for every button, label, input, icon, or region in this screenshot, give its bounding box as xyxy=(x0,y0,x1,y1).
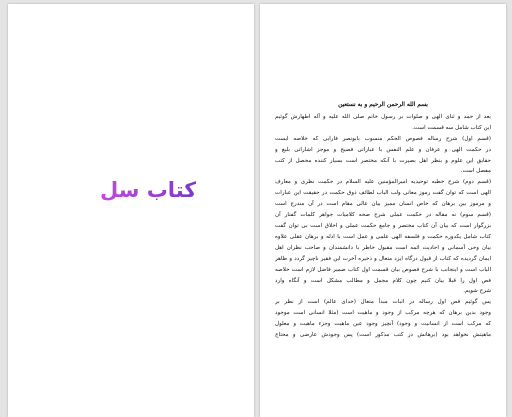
page-heading: بسم الله الرحمن الرحیم و به نستعین xyxy=(338,102,428,108)
text-line: (قسم دوم) شرح خطبه توحیدیه امیرالمؤمنین علیه السلام در حکمت نظری و معارف xyxy=(275,179,491,186)
text-lines xyxy=(275,112,491,341)
right-page xyxy=(260,4,506,417)
text-line: که مرکب است از انسانیت و وجود) آنچیز وجود عین ماهیت وجزء ماهیت و معلول xyxy=(275,321,491,328)
text-line: بزرگوار است که بیان آن کتاب مختصر و جامع حکمت عملی و اخلاق است بی توان گفت xyxy=(275,222,491,229)
page-text xyxy=(275,100,491,341)
text-line: بعد از حمد و ثنای الهی و صلوات بر رسول خاتم صلی الله علیه و آله اطهارش گوئیم xyxy=(275,113,491,120)
text-line: کتاب شامل یکدوره حکمت و فلسفه الهی علمی و عمل است با ادله و برهان عقلی علاوه xyxy=(275,233,491,240)
text-line: ماهیتش نخواهد بود (برهانش در کتب مذکور است) پس وجودش عارضی و محتاج xyxy=(275,332,491,339)
text-line: بیان وحی آسمانی و احادیث ائمه است مقبول خاطر با دانشمندان و صاحب نظران اهل xyxy=(275,244,491,251)
text-line: مفصل است. xyxy=(460,168,491,175)
text-line: شرح شویم. xyxy=(463,288,491,295)
text-line: الباب است و اینجانب با شرح فصوص بیان قسمت اول کتاب ضمیر فاضل لازم است خلاصه xyxy=(275,266,491,273)
text-line: (قسم اول) شرح رساله فصوص الحکم منسوب بابونصر فارابی که خلاصه ایست xyxy=(275,135,491,142)
text-line: ایمان گردیده که کتاب از قبول درگاه ایزد متعال و ذخیره آخرت این فقیر ناچیز گردد و ظاهر xyxy=(275,255,491,262)
text-line: حقایق این علوم و بنظر اهل بصیرت با آنکه مختصر است بسیار کننده محصل از کتب xyxy=(275,157,491,164)
logo-text: کتاب سل xyxy=(100,178,197,202)
text-line: الهی است که توان گفت رموز معانی ولب الباب لطائف ذوق حکمت در حقیقت این عبارات xyxy=(275,190,491,197)
text-line: وجود بدین برهان که هرچه مرکب از وجود و ماهیت است (مثلا انسانی است موجود xyxy=(275,310,491,317)
text-line: و مرموز بین برهان که خاص انسان ممیز بیان عالی مقام است در آن مندرج است xyxy=(275,201,491,208)
text-line: (قسم سوم) نه مقاله در حکمت عملی شرح صحه کلامیات جواهر کلمات گفتار آن xyxy=(275,212,491,219)
watermark-logo xyxy=(100,172,197,208)
text-line: پس گوئیم فص اول رساله در اثبات مبدأ متعال (خدای عالم) است از نظر بر xyxy=(275,299,491,306)
text-line: فص اول را قبلا بیان کنیم چون کلام مجمل و مطالب مشکل است و آنگاه وارد xyxy=(275,277,491,284)
left-page xyxy=(8,4,254,417)
text-line: در حکمت الهی و عرفان و علم النفس با عباراتی فصیح و موجز اشاراتی بلیغ و xyxy=(275,146,491,153)
text-line: این کتاب شامل سه قسمت است. xyxy=(412,124,491,131)
